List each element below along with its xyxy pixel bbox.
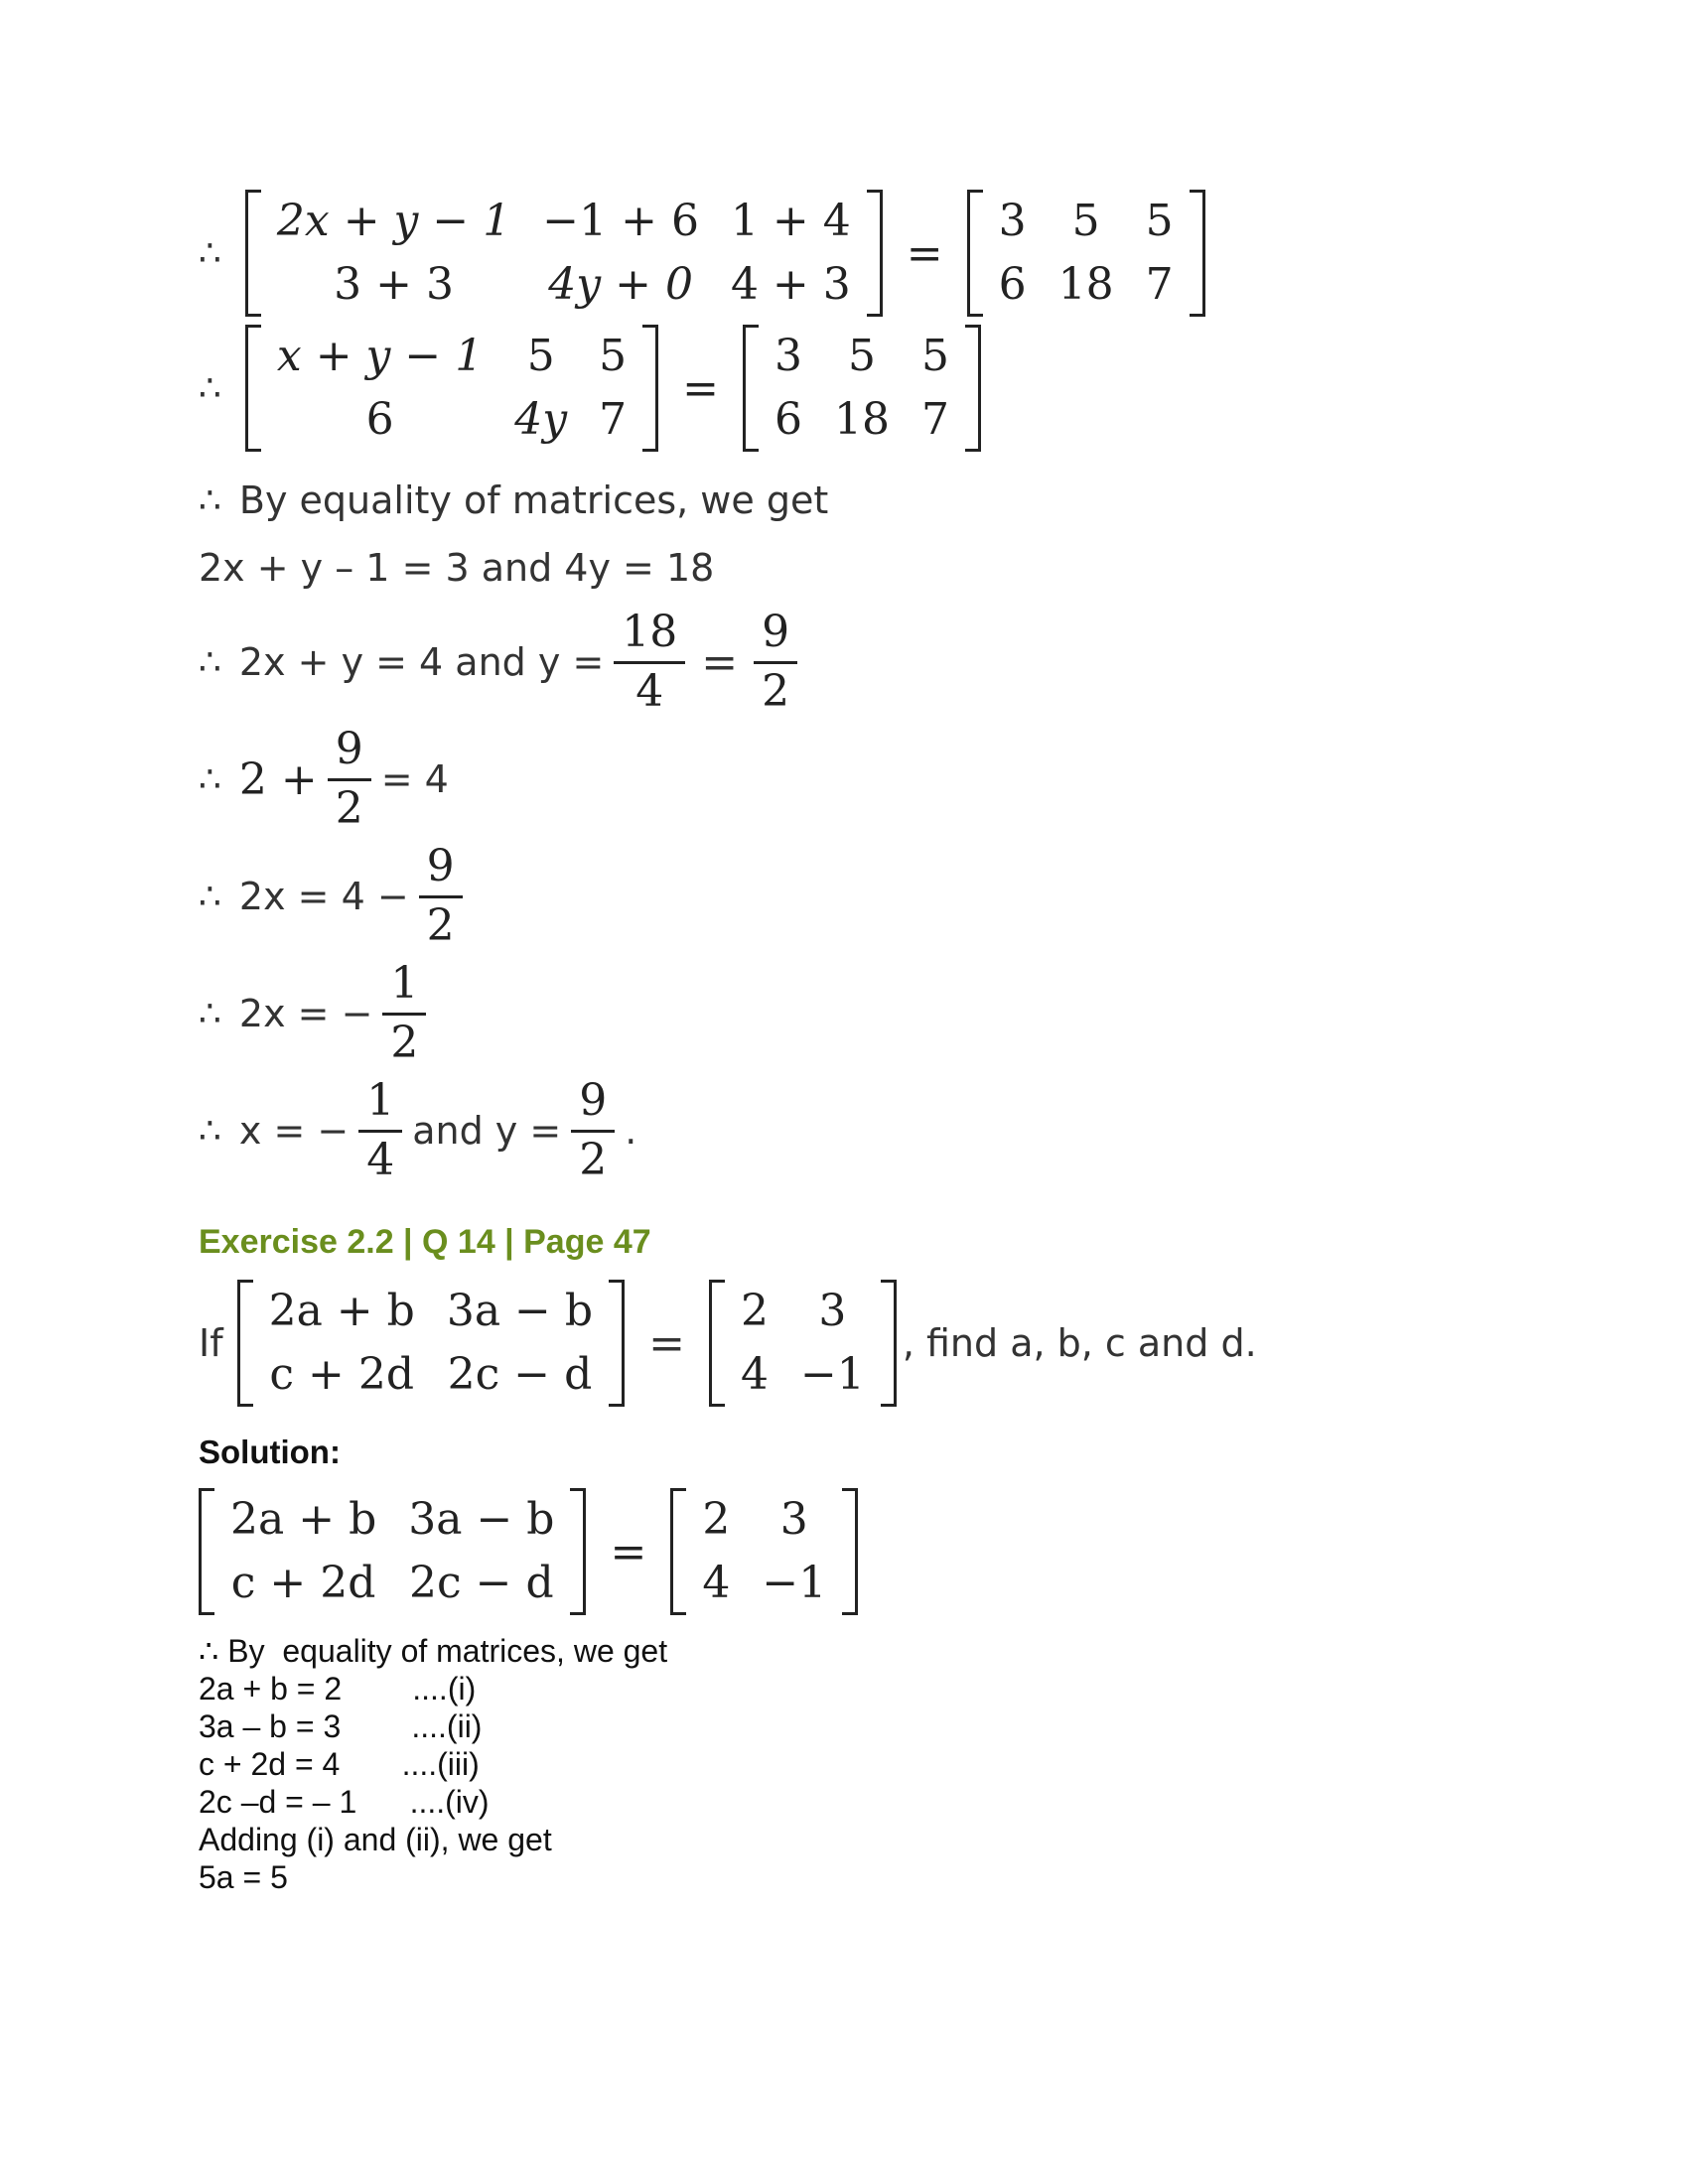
therefore-symbol: ∴ xyxy=(199,993,221,1034)
therefore-symbol: ∴ xyxy=(199,641,221,683)
therefore-symbol: ∴ xyxy=(199,367,221,409)
matrix-cell: 2 xyxy=(740,1286,769,1336)
solution-line: Adding (i) and (ii), we get xyxy=(199,1822,552,1857)
denominator: 2 xyxy=(579,1134,608,1185)
matrix-cell: 6 xyxy=(998,259,1027,310)
matrix-cell: 2 xyxy=(702,1494,731,1545)
solution-line: 2a + b = 2 ....(i) xyxy=(199,1671,477,1706)
matrix-cell: 3a − b xyxy=(408,1494,555,1545)
matrix-lhs-1 xyxy=(245,190,883,317)
substitution-line xyxy=(199,721,1509,838)
denominator: 2 xyxy=(390,1017,419,1068)
expression: 2x = − xyxy=(238,992,373,1035)
denominator: 2 xyxy=(762,665,790,717)
right-bracket xyxy=(642,325,658,452)
matrix-cell: 7 xyxy=(921,394,949,445)
left-bracket xyxy=(743,325,759,452)
left-bracket xyxy=(967,190,983,317)
matrix-cell: x + y − 1 xyxy=(276,331,484,381)
therefore-symbol: ∴ xyxy=(199,1110,221,1152)
solve-x-line-1 xyxy=(199,838,1509,955)
matrix-cell: 3 xyxy=(998,196,1027,246)
left-bracket xyxy=(237,1280,253,1407)
right-bracket xyxy=(570,1488,586,1615)
denominator: 4 xyxy=(366,1134,395,1185)
fraction xyxy=(614,609,685,716)
equations-text: 2x + y – 1 = 3 and 4y = 18 xyxy=(199,546,715,590)
matrix-cell: 3 xyxy=(774,331,802,381)
numerator: 1 xyxy=(358,1077,402,1132)
matrix-equation-2 xyxy=(199,324,1509,453)
solution-line: 2c –d = – 1 ....(iv) xyxy=(199,1784,490,1820)
matrix-cell: 4 xyxy=(740,1349,769,1400)
matrix-cell: 2a + b xyxy=(268,1286,415,1336)
left-bracket xyxy=(709,1280,725,1407)
solution-matrix-equation xyxy=(199,1487,1509,1616)
right-bracket xyxy=(842,1488,858,1615)
equations-line xyxy=(199,534,1509,602)
matrix-cell: 5 xyxy=(921,331,949,381)
left-bracket xyxy=(199,1488,214,1615)
matrix-rhs-2 xyxy=(743,325,981,452)
question-if: If xyxy=(199,1321,223,1365)
matrix-cell: 6 xyxy=(774,394,802,445)
right-bracket xyxy=(1190,190,1205,317)
solution-steps xyxy=(199,1632,1509,1896)
matrix-cell: 5 xyxy=(526,331,555,381)
matrix-rhs-1 xyxy=(967,190,1205,317)
solution-line: 5a = 5 xyxy=(199,1859,288,1895)
equals-sign: = xyxy=(610,1526,647,1577)
fraction xyxy=(754,609,797,716)
matrix-cell: −1 + 6 xyxy=(542,196,699,246)
matrix-equation-1 xyxy=(199,189,1509,318)
fraction xyxy=(382,960,426,1067)
equality-statement xyxy=(199,467,1509,534)
equals-sign: = xyxy=(682,362,719,414)
matrix-cell: 6 xyxy=(365,394,394,445)
matrix-cell: 2c − d xyxy=(409,1558,554,1608)
left-bracket xyxy=(245,325,261,452)
matrix-cell: 4y xyxy=(514,394,568,445)
final-answer-line xyxy=(199,1072,1509,1189)
matrix-cell: −1 xyxy=(762,1558,827,1608)
matrix-cell: 5 xyxy=(848,331,876,381)
numerator: 9 xyxy=(419,843,463,897)
expression: = 4 xyxy=(380,757,449,801)
matrix-cell: 2x + y − 1 xyxy=(276,196,511,246)
matrix-cell: 18 xyxy=(1057,259,1114,310)
exercise-heading: Exercise 2.2 | Q 14 | Page 47 xyxy=(199,1223,651,1261)
matrix-cell: 3 xyxy=(779,1494,808,1545)
equals-sign: = xyxy=(701,636,739,688)
question-tail: , find a, b, c and d. xyxy=(902,1321,1257,1365)
matrix-cell: 5 xyxy=(1071,196,1100,246)
matrix-cell: 5 xyxy=(1145,196,1174,246)
solve-y-text: 2x + y = 4 and y = xyxy=(238,640,605,684)
fraction xyxy=(328,726,371,833)
numerator: 9 xyxy=(754,609,797,663)
matrix-cell: 18 xyxy=(834,394,890,445)
solve-x-line-2 xyxy=(199,955,1509,1072)
question-line xyxy=(199,1279,1509,1408)
matrix-cell: 7 xyxy=(1145,259,1174,310)
expression: 2 + xyxy=(238,753,318,805)
fraction xyxy=(571,1077,615,1184)
expression: x = − xyxy=(238,1109,350,1153)
solution-line: ∴ By equality of matrices, we get xyxy=(199,1633,668,1669)
matrix-cell: c + 2d xyxy=(269,1349,415,1400)
numerator: 1 xyxy=(382,960,426,1015)
denominator: 2 xyxy=(426,899,455,951)
expression: 2x = 4 − xyxy=(238,875,409,918)
matrix-cell: 1 + 4 xyxy=(730,196,851,246)
right-bracket xyxy=(965,325,981,452)
fraction xyxy=(419,843,463,950)
question-matrix-lhs xyxy=(237,1280,625,1407)
therefore-symbol: ∴ xyxy=(199,479,221,521)
left-bracket xyxy=(670,1488,686,1615)
left-bracket xyxy=(245,190,261,317)
right-bracket xyxy=(867,190,883,317)
question-matrix-rhs xyxy=(709,1280,897,1407)
numerator: 18 xyxy=(614,609,685,663)
matrix-cell: 3 + 3 xyxy=(334,259,454,310)
matrix-cell: c + 2d xyxy=(230,1558,376,1608)
matrix-cell: 2c − d xyxy=(447,1349,593,1400)
matrix-cell: 7 xyxy=(599,394,628,445)
solution-label: Solution: xyxy=(199,1433,341,1470)
matrix-cell: 4 xyxy=(702,1558,731,1608)
document-page xyxy=(199,189,1509,1896)
right-bracket xyxy=(609,1280,625,1407)
solution-matrix-lhs xyxy=(199,1488,586,1615)
matrix-cell: 3a − b xyxy=(446,1286,594,1336)
right-bracket xyxy=(881,1280,897,1407)
matrix-cell: 5 xyxy=(599,331,628,381)
matrix-cell: 4 + 3 xyxy=(730,259,851,310)
matrix-cell: 3 xyxy=(818,1286,847,1336)
solve-y-line xyxy=(199,604,1509,721)
therefore-symbol: ∴ xyxy=(199,876,221,917)
denominator: 4 xyxy=(635,665,664,717)
matrix-cell: 4y + 0 xyxy=(548,259,693,310)
numerator: 9 xyxy=(571,1077,615,1132)
denominator: 2 xyxy=(335,782,363,834)
matrix-cell: 2a + b xyxy=(230,1494,377,1545)
solution-line: 3a – b = 3 ....(ii) xyxy=(199,1708,483,1744)
therefore-symbol: ∴ xyxy=(199,758,221,800)
expression: and y = xyxy=(412,1109,562,1153)
matrix-lhs-2 xyxy=(245,325,658,452)
matrix-cell: −1 xyxy=(799,1349,865,1400)
numerator: 9 xyxy=(328,726,371,780)
solution-matrix-rhs xyxy=(670,1488,858,1615)
therefore-symbol: ∴ xyxy=(199,232,221,274)
fraction xyxy=(358,1077,402,1184)
expression: . xyxy=(625,1109,637,1153)
equals-sign: = xyxy=(648,1317,685,1369)
solution-line: c + 2d = 4 ....(iii) xyxy=(199,1746,480,1782)
statement-text: By equality of matrices, we get xyxy=(238,478,829,522)
equals-sign: = xyxy=(906,227,943,279)
